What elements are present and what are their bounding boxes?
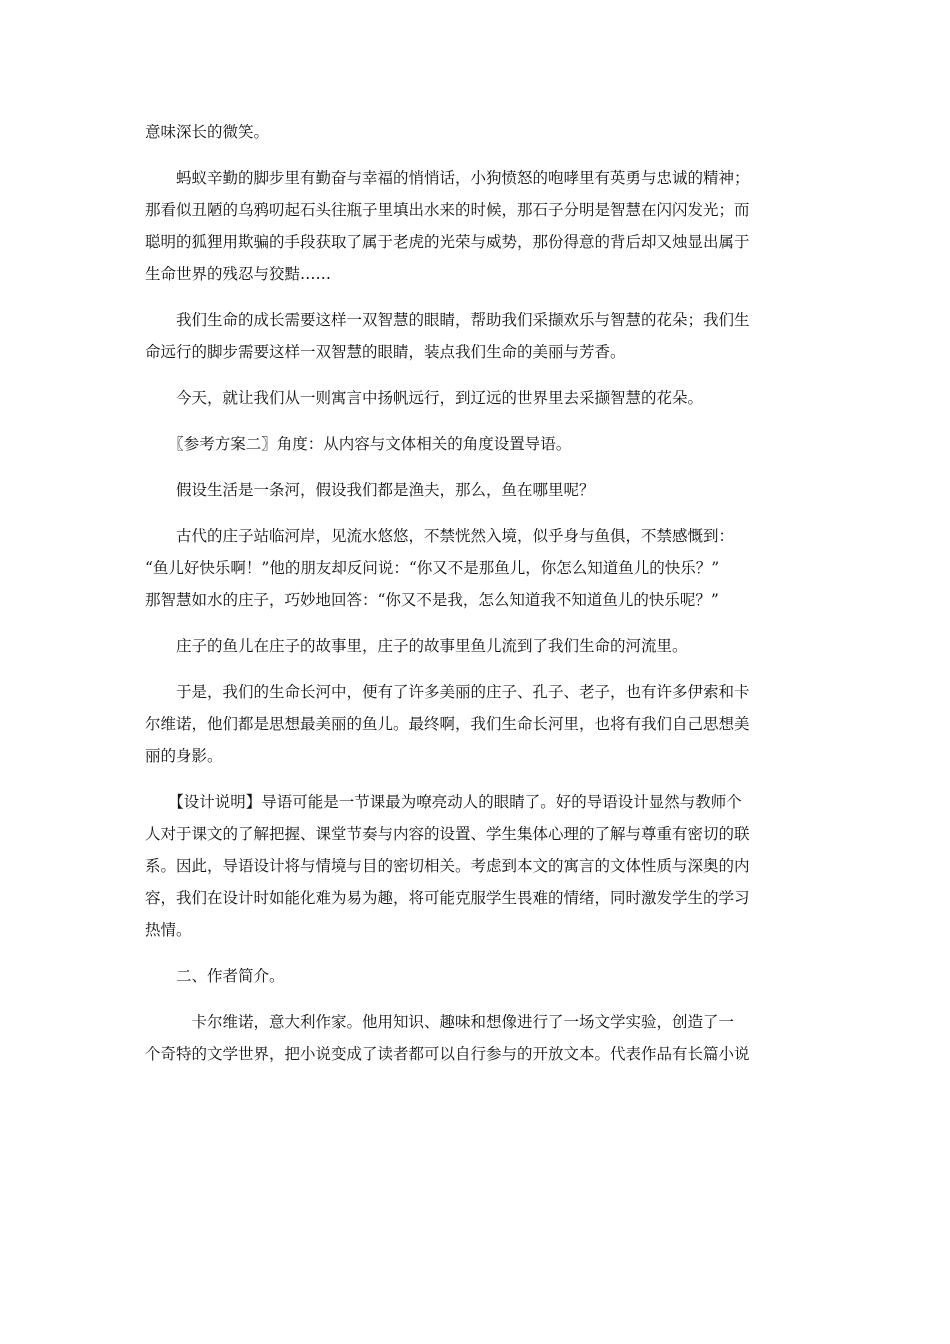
paragraph [145,786,805,946]
text-line: 系。因此，导语设计将与情境与目的密切相关。考虑到本文的寓言的文体性质与深奥的内 [145,857,750,875]
paragraph-spacer [145,946,805,960]
text-line: 我们生命的成长需要这样一双智慧的眼睛，帮助我们采撷欢乐与智慧的花朵；我们生 [145,311,750,329]
paragraph [145,116,805,148]
paragraph-spacer [145,506,805,520]
paragraph [145,520,805,616]
paragraph-spacer [145,616,805,630]
text-line: 命远行的脚步需要这样一双智慧的眼睛，装点我们生命的美丽与芳香。 [145,343,626,361]
paragraph [145,676,805,772]
paragraph [145,960,805,992]
text-line: 生命世界的残忍与狡黠…… [145,265,332,283]
text-line: 卡尔维诺，意大利作家。他用知识、趣味和想像进行了一场文学实验，创造了一 [145,1013,735,1031]
text-line: 聪明的狐狸用欺骗的手段获取了属于老虎的光荣与威势，那份得意的背后却又烛显出属于 [145,233,750,251]
paragraph-spacer [145,148,805,162]
paragraph [145,630,805,662]
text-line: 于是，我们的生命长河中，便有了许多美丽的庄子、孔子、老子，也有许多伊索和卡 [145,683,750,701]
paragraph-spacer [145,368,805,382]
text-line: 容，我们在设计时如能化难为易为趣，将可能克服学生畏难的情绪，同时激发学生的学习 [145,889,750,907]
document-body [145,116,805,1070]
paragraph-spacer [145,662,805,676]
paragraph [145,474,805,506]
text-line: 意味深长的微笑。 [145,123,270,141]
text-line: 个奇特的文学世界，把小说变成了读者都可以自行参与的开放文本。代表作品有长篇小说 [145,1045,750,1063]
text-line: 庄子的鱼儿在庄子的故事里，庄子的故事里鱼儿流到了我们生命的河流里。 [145,637,688,655]
paragraph-spacer [145,414,805,428]
paragraph [145,1006,805,1070]
paragraph-spacer [145,290,805,304]
text-line: 丽的身影。 [145,747,223,765]
paragraph [145,304,805,368]
paragraph [145,382,805,414]
paragraph-spacer [145,772,805,786]
text-line: 【设计说明】导语可能是一节课最为嘹亮动人的眼睛了。好的导语设计显然与教师个 [145,793,742,811]
text-line: 那看似丑陋的乌鸦叨起石头往瓶子里填出水来的时候，那石子分明是智慧在闪闪发光；而 [145,201,750,219]
text-line: 古代的庄子站临河岸，见流水悠悠，不禁恍然入境，似乎身与鱼俱，不禁感慨到： [145,527,735,545]
text-line: “鱼儿好快乐啊！”他的朋友却反问说：“你又不是那鱼儿，你怎么知道鱼儿的快乐？” [145,559,720,577]
paragraph-spacer [145,992,805,1006]
paragraph [145,162,805,290]
text-line: 尔维诺，他们都是思想最美丽的鱼儿。最终啊，我们生命长河里，也将有我们自己思想美 [145,715,750,733]
text-line: 今天，就让我们从一则寓言中扬帆远行，到辽远的世界里去采撷智慧的花朵。 [145,389,704,407]
paragraph [145,428,805,460]
text-line: 二、作者简介。 [145,967,285,985]
text-line: 人对于课文的了解把握、课堂节奏与内容的设置、学生集体心理的了解与尊重有密切的联 [145,825,750,843]
text-line: 那智慧如水的庄子，巧妙地回答：“你又不是我，怎么知道我不知道鱼儿的快乐呢？” [145,591,719,609]
paragraph-spacer [145,460,805,474]
text-line: 假设生活是一条河，假设我们都是渔夫，那么，鱼在哪里呢？ [145,481,595,499]
text-line: 蚂蚁辛勤的脚步里有勤奋与幸福的悄悄话，小狗愤怒的咆哮里有英勇与忠诚的精神； [145,169,750,187]
text-line: 热情。 [145,921,192,939]
text-line: 〖参考方案二〗角度：从内容与文体相关的角度设置导语。 [145,435,572,453]
